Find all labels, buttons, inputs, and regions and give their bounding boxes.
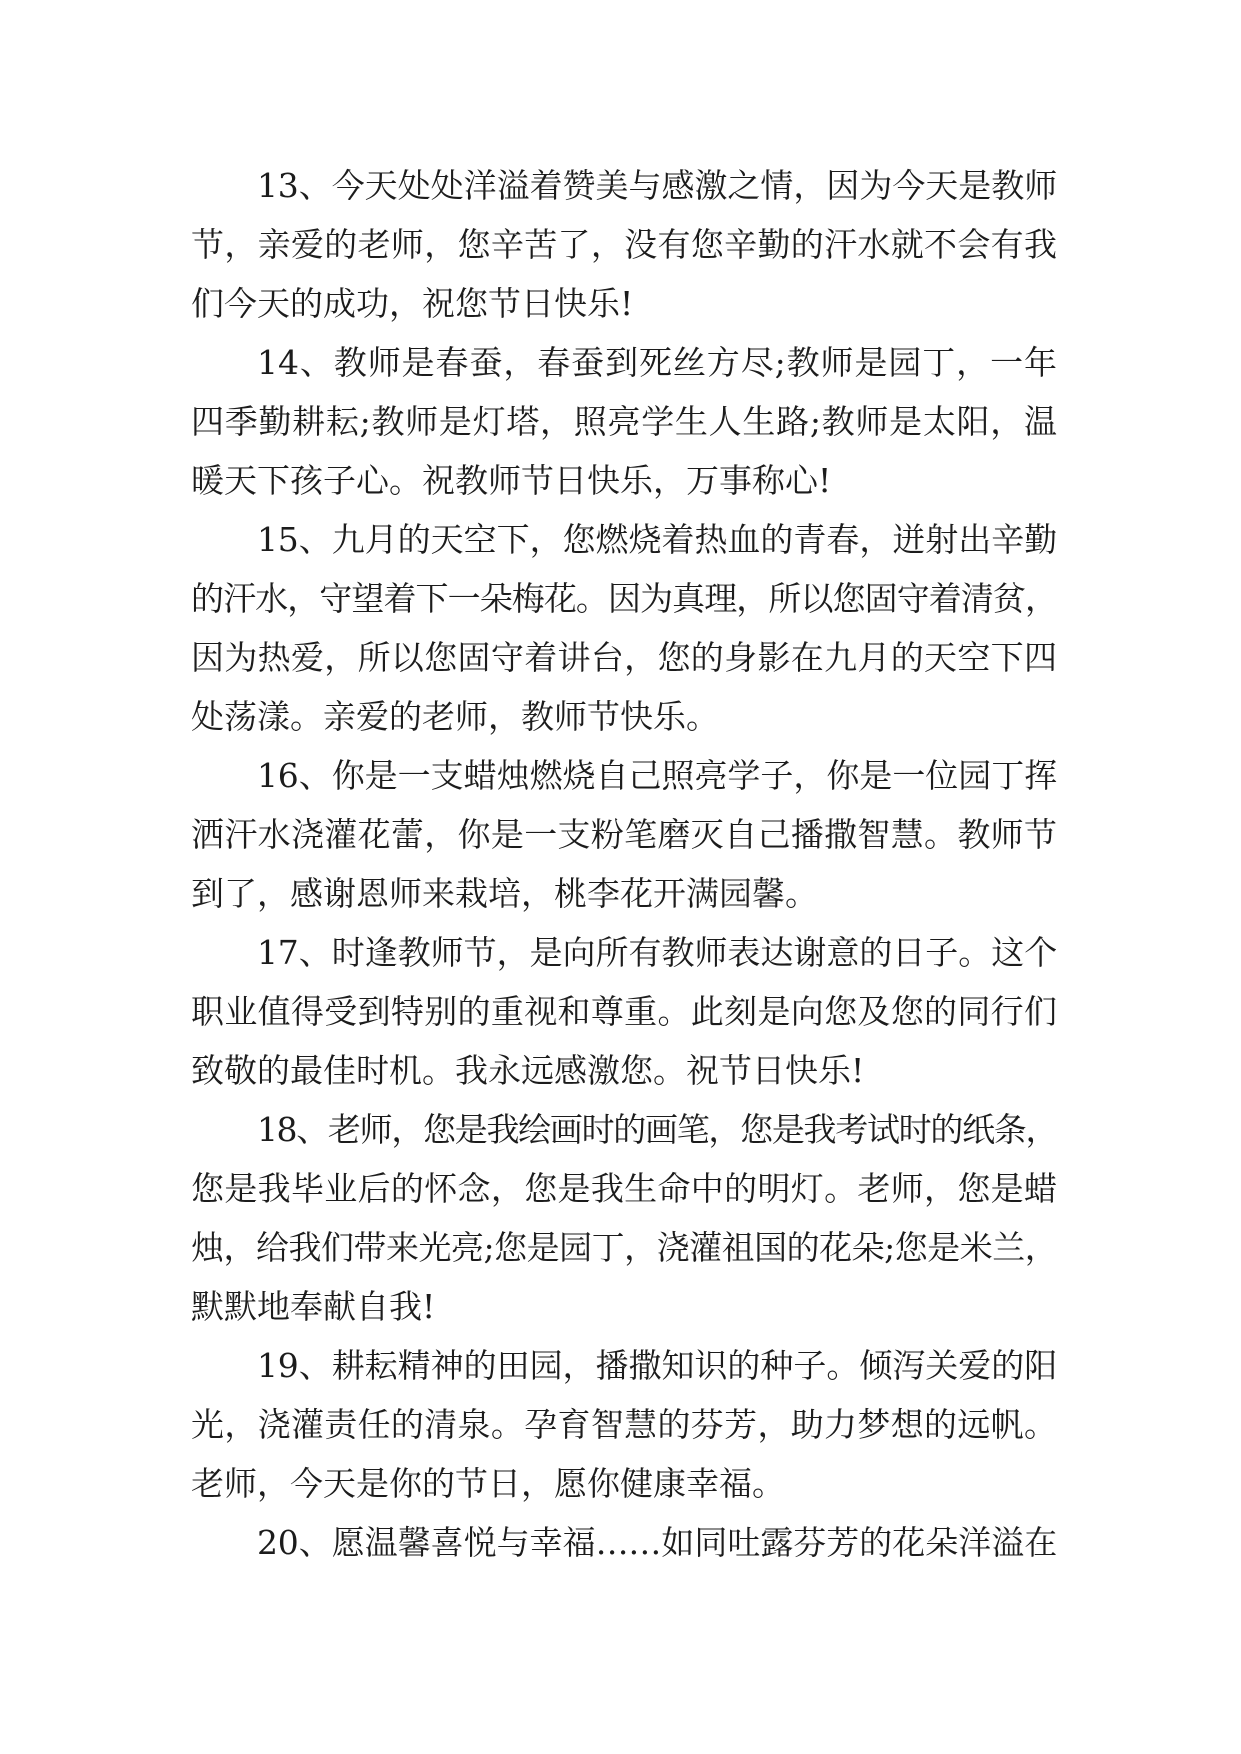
paragraph-line: 致敬的最佳时机。我永远感激您。祝节日快乐!	[191, 1051, 865, 1090]
paragraph-18	[191, 1100, 1057, 1336]
paragraph-line: 处荡漾。亲爱的老师，教师节快乐。	[191, 697, 719, 736]
paragraph-line: 老师，今天是你的节日，愿你健康幸福。	[191, 1464, 785, 1503]
paragraph-17	[191, 923, 1057, 1100]
paragraph-line: 四季勤耕耘;教师是灯塔，照亮学生人生路;教师是太阳，温	[191, 402, 1057, 441]
paragraph-13	[191, 156, 1057, 333]
paragraph-15	[191, 510, 1057, 746]
paragraph-line: 13、今天处处洋溢着赞美与感激之情，因为今天是教师	[257, 166, 1057, 205]
paragraph-20	[191, 1513, 1057, 1572]
paragraph-line: 们今天的成功，祝您节日快乐!	[191, 284, 634, 323]
paragraph-line: 暖天下孩子心。祝教师节日快乐，万事称心!	[191, 461, 832, 500]
paragraph-line: 光，浇灌责任的清泉。孕育智慧的芬芳，助力梦想的远帆。	[191, 1405, 1057, 1444]
paragraph-line: 到了，感谢恩师来栽培，桃李花开满园馨。	[191, 874, 818, 913]
paragraph-line: 16、你是一支蜡烛燃烧自己照亮学子，你是一位园丁挥	[257, 756, 1057, 795]
paragraph-line: 20、愿温馨喜悦与幸福……如同吐露芬芳的花朵洋溢在	[257, 1523, 1057, 1562]
paragraph-line: 15、九月的天空下，您燃烧着热血的青春，迸射出辛勤	[257, 520, 1057, 559]
paragraph-line: 的汗水，守望着下一朵梅花。因为真理，所以您固守着清贫，	[191, 579, 1057, 618]
paragraph-line: 17、时逢教师节，是向所有教师表达谢意的日子。这个	[257, 933, 1057, 972]
paragraph-line: 您是我毕业后的怀念，您是我生命中的明灯。老师，您是蜡	[191, 1169, 1057, 1208]
paragraph-line: 洒汗水浇灌花蕾，你是一支粉笔磨灭自己播撒智慧。教师节	[191, 815, 1057, 854]
paragraph-line: 因为热爱，所以您固守着讲台，您的身影在九月的天空下四	[191, 638, 1057, 677]
document-body	[191, 156, 1057, 1572]
paragraph-line: 职业值得受到特别的重视和尊重。此刻是向您及您的同行们	[191, 992, 1057, 1031]
paragraph-line: 节，亲爱的老师，您辛苦了，没有您辛勤的汗水就不会有我	[191, 225, 1057, 264]
paragraph-19	[191, 1336, 1057, 1513]
paragraph-line: 18、老师，您是我绘画时的画笔，您是我考试时的纸条，	[257, 1110, 1057, 1149]
paragraph-line: 默默地奉献自我!	[191, 1287, 436, 1326]
paragraph-14	[191, 333, 1057, 510]
paragraph-line: 19、耕耘精神的田园，播撒知识的种子。倾泻关爱的阳	[257, 1346, 1057, 1385]
paragraph-line: 烛，给我们带来光亮;您是园丁，浇灌祖国的花朵;您是米兰，	[191, 1228, 1057, 1267]
paragraph-16	[191, 746, 1057, 923]
paragraph-line: 14、教师是春蚕，春蚕到死丝方尽;教师是园丁，一年	[257, 343, 1057, 382]
